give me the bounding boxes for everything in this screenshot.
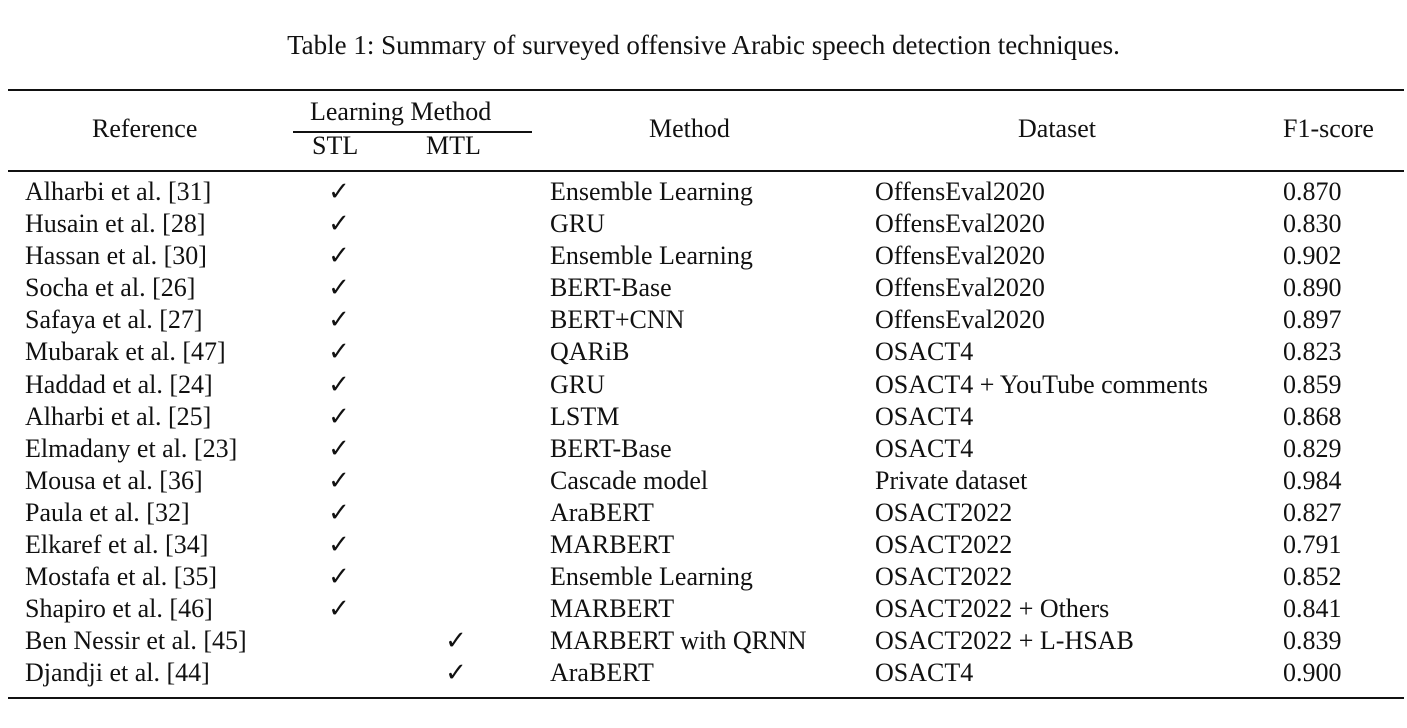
table-row [0,304,1407,336]
dataset-cell: OffensEval2020 [875,241,1045,271]
f1-score-cell: 0.829 [1283,433,1342,463]
dataset-cell: OSACT2022 + Others [875,594,1110,624]
method-cell: GRU [550,209,605,239]
stl-check-cell: ✓ [328,177,350,207]
table-row [0,657,1407,689]
dataset-cell: OSACT2022 [875,562,1013,592]
header-mtl: MTL [426,131,481,160]
table-caption: Table 1: Summary of surveyed offensive Arabic speech detection techniques. [287,30,1120,60]
method-cell: LSTM [550,401,620,431]
header-f1-score: F1-score [1283,114,1374,143]
dataset-cell: OffensEval2020 [875,273,1045,303]
method-cell: Cascade model [550,465,709,495]
reference-cell: Alharbi et al. [31] [25,177,212,206]
f1-score-cell: 0.897 [1283,305,1342,335]
reference-cell: Djandji et al. [44] [25,658,210,688]
reference-cell: Elkaref et al. [34] [25,530,209,560]
stl-check-cell: ✓ [328,497,350,528]
table-row [0,240,1407,272]
mtl-check-cell: ✓ [445,658,467,689]
reference-cell: Mostafa et al. [35] [25,562,218,592]
reference-cell: Elmadany et al. [23] [25,433,238,463]
mtl-check-cell: ✓ [445,626,467,657]
f1-score-cell: 0.870 [1283,177,1342,206]
table-row [0,336,1407,368]
table-row [0,208,1407,240]
f1-score-cell: 0.984 [1283,465,1342,495]
f1-score-cell: 0.823 [1283,337,1342,367]
reference-cell: Shapiro et al. [46] [25,594,213,624]
stl-check-cell: ✓ [328,209,350,240]
method-cell: QARiB [550,337,630,367]
reference-cell: Mubarak et al. [47] [25,337,226,367]
reference-cell: Safaya et al. [27] [25,305,203,335]
dataset-cell: OffensEval2020 [875,209,1045,239]
dataset-cell: OSACT4 [875,337,974,367]
table-top-rule [8,89,1404,91]
dataset-cell: OffensEval2020 [875,305,1045,335]
header-stl: STL [312,131,359,160]
stl-check-cell: ✓ [328,369,350,400]
f1-score-cell: 0.852 [1283,562,1342,592]
header-dataset: Dataset [1018,114,1096,143]
table-row [0,625,1407,657]
f1-score-cell: 0.791 [1283,530,1342,560]
stl-check-cell: ✓ [328,337,350,368]
table-row [0,272,1407,304]
method-cell: MARBERT [550,594,675,624]
dataset-cell: OSACT2022 + L-HSAB [875,626,1134,656]
header-reference: Reference [92,114,198,143]
f1-score-cell: 0.827 [1283,497,1342,527]
table-bottom-rule [8,697,1404,699]
table-row [0,593,1407,625]
reference-cell: Ben Nessir et al. [45] [25,626,247,656]
table-row [0,529,1407,561]
method-cell: AraBERT [550,497,654,527]
reference-cell: Husain et al. [28] [25,209,206,239]
f1-score-cell: 0.859 [1283,369,1342,399]
f1-score-cell: 0.902 [1283,241,1342,271]
f1-score-cell: 0.900 [1283,658,1342,688]
dataset-cell: OSACT4 [875,433,974,463]
dataset-cell: OSACT4 [875,401,974,431]
dataset-cell: OffensEval2020 [875,177,1045,206]
table-body [0,176,1407,690]
reference-cell: Alharbi et al. [25] [25,401,212,431]
stl-check-cell: ✓ [328,273,350,304]
header-learning-method: Learning Method [310,97,492,126]
f1-score-cell: 0.868 [1283,401,1342,431]
header-method: Method [649,114,730,143]
table-row [0,433,1407,465]
table-row [0,497,1407,529]
method-cell: Ensemble Learning [550,241,753,271]
reference-cell: Haddad et al. [24] [25,369,213,399]
f1-score-cell: 0.890 [1283,273,1342,303]
method-cell: MARBERT [550,530,675,560]
dataset-cell: Private dataset [875,465,1028,495]
method-cell: MARBERT with QRNN [550,626,807,656]
dataset-cell: OSACT2022 [875,530,1013,560]
method-cell: Ensemble Learning [550,562,753,592]
dataset-cell: OSACT4 + YouTube comments [875,369,1208,399]
stl-check-cell: ✓ [328,530,350,561]
table-row [0,176,1407,208]
dataset-cell: OSACT2022 [875,497,1013,527]
method-cell: BERT+CNN [550,305,685,335]
f1-score-cell: 0.839 [1283,626,1342,656]
method-cell: AraBERT [550,658,654,688]
f1-score-cell: 0.830 [1283,209,1342,239]
dataset-cell: OSACT4 [875,658,974,688]
stl-check-cell: ✓ [328,562,350,593]
table-row [0,465,1407,497]
method-cell: BERT-Base [550,273,672,303]
method-cell: GRU [550,369,605,399]
table-row [0,369,1407,401]
f1-score-cell: 0.841 [1283,594,1342,624]
stl-check-cell: ✓ [328,241,350,272]
reference-cell: Hassan et al. [30] [25,241,207,271]
stl-check-cell: ✓ [328,401,350,432]
reference-cell: Paula et al. [32] [25,497,190,527]
stl-check-cell: ✓ [328,594,350,625]
method-cell: Ensemble Learning [550,177,753,206]
stl-check-cell: ✓ [328,465,350,496]
table-header-rule [8,170,1404,172]
stl-check-cell: ✓ [328,433,350,464]
stl-check-cell: ✓ [328,305,350,336]
table-row [0,401,1407,433]
reference-cell: Mousa et al. [36] [25,465,203,495]
method-cell: BERT-Base [550,433,672,463]
reference-cell: Socha et al. [26] [25,273,196,303]
table-row [0,561,1407,593]
